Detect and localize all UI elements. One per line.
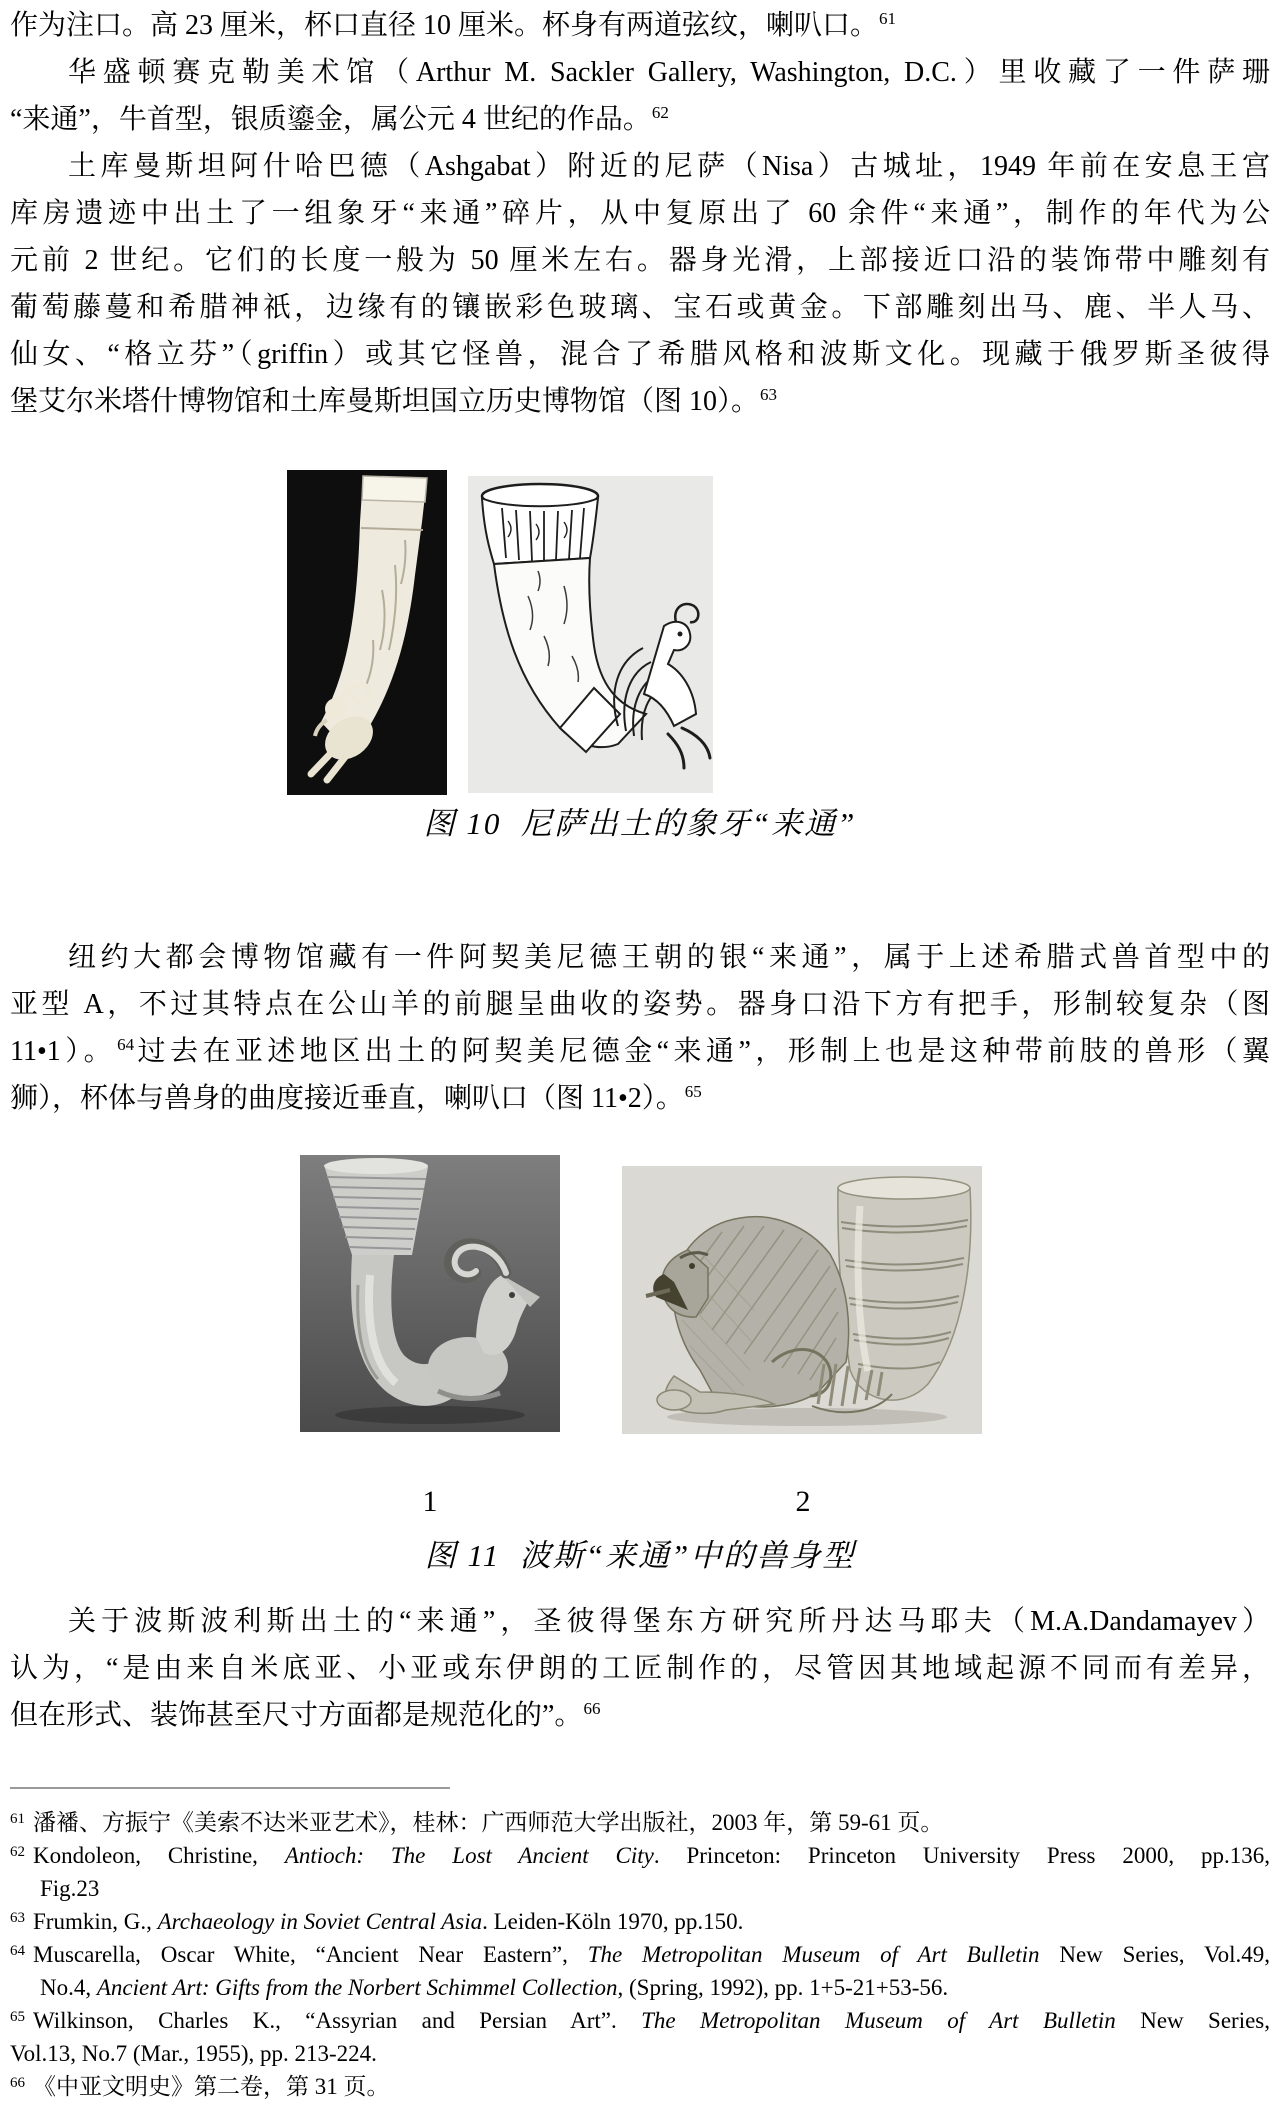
line-text: 堡艾尔米塔什博物馆和土库曼斯坦国立历史博物馆（图 10）。 <box>10 386 760 417</box>
line-text: 库房遗迹中出土了一组象牙“来通”碎片，从中复原出了 60 余件“来通”，制作的年代为公 <box>10 198 1270 229</box>
text-line <box>10 96 1270 143</box>
text-line <box>10 1692 1270 1739</box>
footnote-ref-65: 65 <box>684 1082 702 1101</box>
rhyton-drawing-illustration <box>468 476 713 793</box>
footnote-number: 62 <box>10 1844 25 1860</box>
footnote-64-line2 <box>10 1971 1270 2004</box>
footnote-text: Wilkinson, Charles K., “Assyrian and Persian Art”. <box>33 2008 642 2033</box>
text-line <box>10 1645 1270 1692</box>
paragraph-1 <box>10 2 1270 425</box>
footnote-text: Fig.23 <box>40 1876 100 1901</box>
creature-head <box>325 698 347 720</box>
footnote-number: 66 <box>10 2075 25 2091</box>
footnotes <box>10 1806 1270 2103</box>
text-line <box>10 49 1270 96</box>
footnote-ref-62: 62 <box>651 103 669 122</box>
footnote-title-italic: Antioch: The Lost Ancient City <box>284 1843 654 1868</box>
line-text: “来通”，牛首型，银质鎏金，属公元 4 世纪的作品。 <box>10 104 651 135</box>
footnote-title-italic: The Metropolitan Museum of Art Bulletin <box>641 2008 1116 2033</box>
figure10-left-image-ivory-rhyton-photo <box>287 470 447 795</box>
footnote-ref-61: 61 <box>879 9 897 28</box>
ivory-horn-rim <box>362 476 427 502</box>
figure11-caption: 图 11 波斯“来通”中的兽身型 <box>424 1538 856 1573</box>
line-text: 关于波斯波利斯出土的“来通”，圣彼得堡东方研究所丹达马耶夫（M.A.Dandamayev） <box>68 1606 1270 1637</box>
figure11-right-image-lion-rhyton-photo <box>622 1166 982 1434</box>
figure11-label-2: 2 <box>795 1485 811 1518</box>
figure10-right-image-rhyton-line-drawing <box>468 476 713 793</box>
goat-rhyton-photo-illustration <box>300 1155 560 1432</box>
footnote-63 <box>10 1905 1270 1938</box>
text-line <box>10 143 1270 190</box>
footnote-text: 潘襎、方振宁《美索不达米亚艺术》，桂林：广西师范大学出版社，2003 年，第 59-61 页。 <box>33 1810 944 1835</box>
footnote-66 <box>10 2070 1270 2103</box>
line-text: 元前 2 世纪。它们的长度一般为 50 厘米左右。器身光滑，上部接近口沿的装饰带中雕刻有 <box>10 245 1270 276</box>
lion-paw <box>657 1390 691 1410</box>
footnote-number: 63 <box>10 1910 25 1926</box>
line-text: 11•1）。 <box>10 1036 117 1067</box>
footnote-text: No.4, <box>40 1975 97 2000</box>
line-text: 狮），杯体与兽身的曲度接近垂直，喇叭口（图 11•2）。 <box>10 1083 684 1114</box>
text-line <box>10 284 1270 331</box>
paragraph-2 <box>10 934 1270 1122</box>
line-text: 亚型 A，不过其特点在公山羊的前腿呈曲收的姿势。器身口沿下方有把手，形制较复杂（图 <box>10 989 1270 1020</box>
ivory-rhyton-photo-illustration <box>287 470 447 795</box>
footnote-text: New Series, Vol.49, <box>1039 1942 1270 1967</box>
footnote-text: Frumkin, G., <box>33 1909 158 1934</box>
goat-eye <box>509 1292 515 1298</box>
footnote-number: 61 <box>10 1811 25 1827</box>
footnote-62-line2 <box>10 1872 1270 1905</box>
footnote-text: 《中亚文明史》第二卷，第 31 页。 <box>33 2074 390 2099</box>
text-line <box>10 1028 1270 1075</box>
footnote-title-italic: The Metropolitan Museum of Art Bulletin <box>587 1942 1040 1967</box>
line-text: 土库曼斯坦阿什哈巴德（Ashgabat）附近的尼萨（Nisa）古城址，1949 年前在安息王宫 <box>68 151 1270 182</box>
footnote-61 <box>10 1806 1270 1839</box>
footnote-separator <box>10 1787 450 1789</box>
text-line <box>10 934 1270 981</box>
line-text: 纽约大都会博物馆藏有一件阿契美尼德王朝的银“来通”，属于上述希腊式兽首型中的 <box>68 942 1270 973</box>
text-line <box>10 237 1270 284</box>
footnote-title-italic: Ancient Art: Gifts from the Norbert Schimmel Collection <box>96 1975 618 2000</box>
text-line <box>10 981 1270 1028</box>
text-line <box>10 1075 1270 1122</box>
line-text: 认为，“是由来自米底亚、小亚或东伊朗的工匠制作的，尽管因其地域起源不同而有差异， <box>10 1653 1270 1684</box>
footnote-ref-66: 66 <box>583 1699 601 1718</box>
footnote-text: New Series, <box>1115 2008 1270 2033</box>
text-line <box>10 331 1270 378</box>
figure10-caption: 图 10 尼萨出土的象牙“来通” <box>423 806 857 841</box>
figure11-left-image-goat-rhyton-photo <box>300 1155 560 1432</box>
footnote-text: . Princeton: Princeton University Press 2000, pp.136, <box>653 1843 1270 1868</box>
footnote-text: Kondoleon, Christine, <box>33 1843 285 1868</box>
line-text: 作为注口。高 23 厘米，杯口直径 10 厘米。杯身有两道弦纹，喇叭口。 <box>10 10 879 41</box>
text-line <box>10 2 1270 49</box>
line-text: 葡萄藤蔓和希腊神祇，边缘有的镶嵌彩色玻璃、宝石或黄金。下部雕刻出马、鹿、半人马、 <box>10 292 1270 323</box>
paragraph-3 <box>10 1598 1270 1739</box>
footnote-65-line2 <box>10 2037 1270 2070</box>
line-text: 过去在亚述地区出土的阿契美尼德金“来通”，形制上也是这种带前肢的兽形（翼 <box>133 1036 1270 1067</box>
cup-rim <box>838 1177 970 1199</box>
footnote-64 <box>10 1938 1270 1971</box>
text-line <box>10 1598 1270 1645</box>
line-text: 仙女、“格立芬”（griffin）或其它怪兽，混合了希腊风格和波斯文化。现藏于俄罗斯圣彼得 <box>10 339 1270 370</box>
footnote-text: , (Spring, 1992), pp. 1+5-21+53-56. <box>617 1975 949 2000</box>
footnote-text: Vol.13, No.7 (Mar., 1955), pp. 213-224. <box>10 2041 377 2066</box>
footnote-title-italic: Archaeology in Soviet Central Asia <box>157 1909 483 1934</box>
footnote-ref-64: 64 <box>117 1035 135 1054</box>
footnote-65 <box>10 2004 1270 2037</box>
footnote-text: . Leiden-Köln 1970, pp.150. <box>482 1909 744 1934</box>
lion-rhyton-photo-illustration <box>622 1166 982 1434</box>
footnote-number: 64 <box>10 1943 25 1959</box>
text-line <box>10 378 1270 425</box>
lion-eye <box>689 1263 695 1269</box>
text-line <box>10 190 1270 237</box>
footnote-text: Muscarella, Oscar White, “Ancient Near Eastern”, <box>33 1942 588 1967</box>
line-text: 但在形式、装饰甚至尺寸方面都是规范化的”。 <box>10 1700 583 1731</box>
footnote-ref-63: 63 <box>760 385 778 404</box>
footnote-number: 65 <box>10 2009 25 2025</box>
line-text: 华盛顿赛克勒美术馆（Arthur M. Sackler Gallery, Washington, D.C.）里收藏了一件萨珊 <box>68 57 1270 88</box>
footnote-62 <box>10 1839 1270 1872</box>
figure11-label-1: 1 <box>422 1485 438 1518</box>
